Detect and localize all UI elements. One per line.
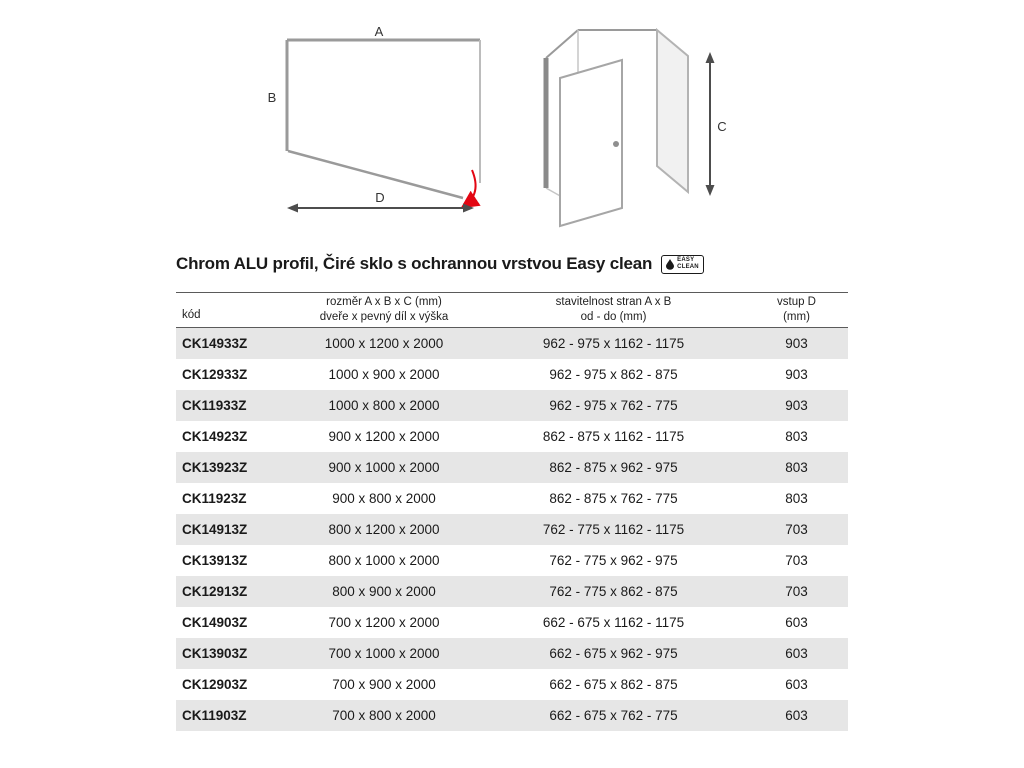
- cell-vstup-d: 603: [785, 646, 808, 661]
- easy-clean-badge: [661, 255, 704, 274]
- cell-kod: CK11903Z: [182, 708, 247, 723]
- badge-line-easy: EASY: [677, 256, 695, 263]
- cell-vstup-d: 703: [785, 584, 808, 599]
- top-left-edge: [546, 30, 578, 58]
- cell-stavitelnost: 862 - 875 x 762 - 775: [549, 491, 678, 506]
- cell-stavitelnost: 862 - 875 x 1162 - 1175: [542, 429, 685, 444]
- cell-rozmer-abc: 900 x 800 x 2000: [332, 491, 436, 506]
- cell-vstup-d: 803: [785, 429, 808, 444]
- cell-rozmer-abc: 700 x 900 x 2000: [332, 677, 436, 692]
- cell-stavitelnost: 762 - 775 x 862 - 875: [549, 584, 678, 599]
- dimension-c-arrowhead-bottom: [706, 185, 715, 196]
- cell-rozmer-abc: 800 x 1000 x 2000: [328, 553, 440, 568]
- spec-table: [176, 292, 848, 731]
- page-title: Chrom ALU profil, Čiré sklo s ochrannou vrstvou Easy clean: [176, 254, 653, 273]
- cell-kod: CK14903Z: [182, 615, 248, 630]
- cell-stavitelnost: 662 - 675 x 762 - 775: [549, 708, 678, 723]
- table-header-row: [176, 292, 848, 328]
- table-row: [176, 514, 848, 545]
- cell-rozmer-abc: 700 x 1200 x 2000: [328, 615, 440, 630]
- cell-rozmer-abc: 700 x 800 x 2000: [332, 708, 436, 723]
- header-rozmer-line1: rozměr A x B x C (mm): [326, 296, 442, 309]
- header-vstup-line1: vstup D: [777, 296, 816, 309]
- table-body: [176, 328, 848, 731]
- title-row: [176, 254, 704, 274]
- label-a: A: [374, 24, 384, 39]
- cell-kod: CK14923Z: [182, 429, 248, 444]
- shower-door-panel: [560, 60, 622, 226]
- cell-kod: CK11933Z: [182, 398, 247, 413]
- cell-kod: CK12933Z: [182, 367, 248, 382]
- cell-kod: CK13923Z: [182, 460, 248, 475]
- fixed-glass-panel: [657, 30, 688, 192]
- table-row: [176, 607, 848, 638]
- cell-vstup-d: 903: [785, 336, 808, 351]
- cell-stavitelnost: 762 - 775 x 962 - 975: [549, 553, 678, 568]
- cell-rozmer-abc: 1000 x 800 x 2000: [328, 398, 440, 413]
- header-kod: [176, 293, 286, 327]
- header-rozmer-line2: dveře x pevný díl x výška: [319, 311, 449, 323]
- cell-kod: CK11923Z: [182, 491, 247, 506]
- header-stavitelnost-line2: od - do (mm): [580, 311, 647, 323]
- cell-kod: CK14913Z: [182, 522, 248, 537]
- cell-rozmer-abc: 800 x 900 x 2000: [332, 584, 436, 599]
- table-row: [176, 545, 848, 576]
- cell-stavitelnost: 862 - 875 x 962 - 975: [549, 460, 678, 475]
- table-row: [176, 452, 848, 483]
- label-b: B: [267, 90, 277, 105]
- cell-vstup-d: 603: [785, 615, 808, 630]
- table-row: [176, 421, 848, 452]
- cell-rozmer-abc: 900 x 1000 x 2000: [328, 460, 440, 475]
- perspective-view-diagram: [530, 16, 740, 241]
- header-vstup-line2: (mm): [783, 311, 810, 323]
- cell-kod: CK13913Z: [182, 553, 248, 568]
- cell-kod: CK14933Z: [182, 336, 248, 351]
- cell-stavitelnost: 662 - 675 x 1162 - 1175: [542, 615, 685, 630]
- header-rozmer: [286, 293, 482, 327]
- cell-kod: CK13903Z: [182, 646, 248, 661]
- cell-rozmer-abc: 800 x 1200 x 2000: [328, 522, 440, 537]
- cell-stavitelnost: 762 - 775 x 1162 - 1175: [542, 522, 685, 537]
- cell-rozmer-abc: 1000 x 900 x 2000: [328, 367, 440, 382]
- door-swing-arrow: [464, 170, 476, 206]
- table-row: [176, 483, 848, 514]
- label-c: C: [717, 119, 727, 134]
- header-stavitelnost: [482, 293, 745, 327]
- table-row: [176, 328, 848, 359]
- easy-clean-badge-text: [677, 257, 699, 271]
- cell-kod: CK12913Z: [182, 584, 248, 599]
- cell-vstup-d: 703: [785, 522, 808, 537]
- dimension-d-arrowhead-right: [463, 204, 474, 213]
- cell-rozmer-abc: 900 x 1200 x 2000: [328, 429, 440, 444]
- header-vstup: [745, 293, 848, 327]
- plan-view-diagram: [258, 20, 488, 220]
- cell-stavitelnost: 962 - 975 x 1162 - 1175: [542, 336, 685, 351]
- table-row: [176, 576, 848, 607]
- table-row: [176, 638, 848, 669]
- cell-stavitelnost: 662 - 675 x 862 - 875: [549, 677, 678, 692]
- table-row: [176, 700, 848, 731]
- label-d: D: [375, 190, 385, 205]
- dimension-c-arrowhead-top: [706, 52, 715, 63]
- door-handle-knob: [613, 141, 619, 147]
- header-stavitelnost-line1: stavitelnost stran A x B: [555, 296, 672, 309]
- cell-stavitelnost: 662 - 675 x 962 - 975: [549, 646, 678, 661]
- cell-vstup-d: 903: [785, 367, 808, 382]
- water-drop-icon: [666, 259, 674, 270]
- dimension-d-arrowhead-left: [287, 204, 298, 213]
- cell-kod: CK12903Z: [182, 677, 248, 692]
- cell-vstup-d: 703: [785, 553, 808, 568]
- header-kod-label: kód: [182, 309, 201, 322]
- table-row: [176, 359, 848, 390]
- cell-vstup-d: 803: [785, 491, 808, 506]
- cell-stavitelnost: 962 - 975 x 862 - 875: [549, 367, 678, 382]
- table-row: [176, 390, 848, 421]
- cell-vstup-d: 803: [785, 460, 808, 475]
- cell-rozmer-abc: 700 x 1000 x 2000: [328, 646, 440, 661]
- table-row: [176, 669, 848, 700]
- cell-stavitelnost: 962 - 975 x 762 - 775: [549, 398, 678, 413]
- badge-line-clean: CLEAN: [677, 264, 699, 270]
- cell-vstup-d: 603: [785, 708, 808, 723]
- cell-vstup-d: 603: [785, 677, 808, 692]
- cell-rozmer-abc: 1000 x 1200 x 2000: [324, 336, 444, 351]
- cell-vstup-d: 903: [785, 398, 808, 413]
